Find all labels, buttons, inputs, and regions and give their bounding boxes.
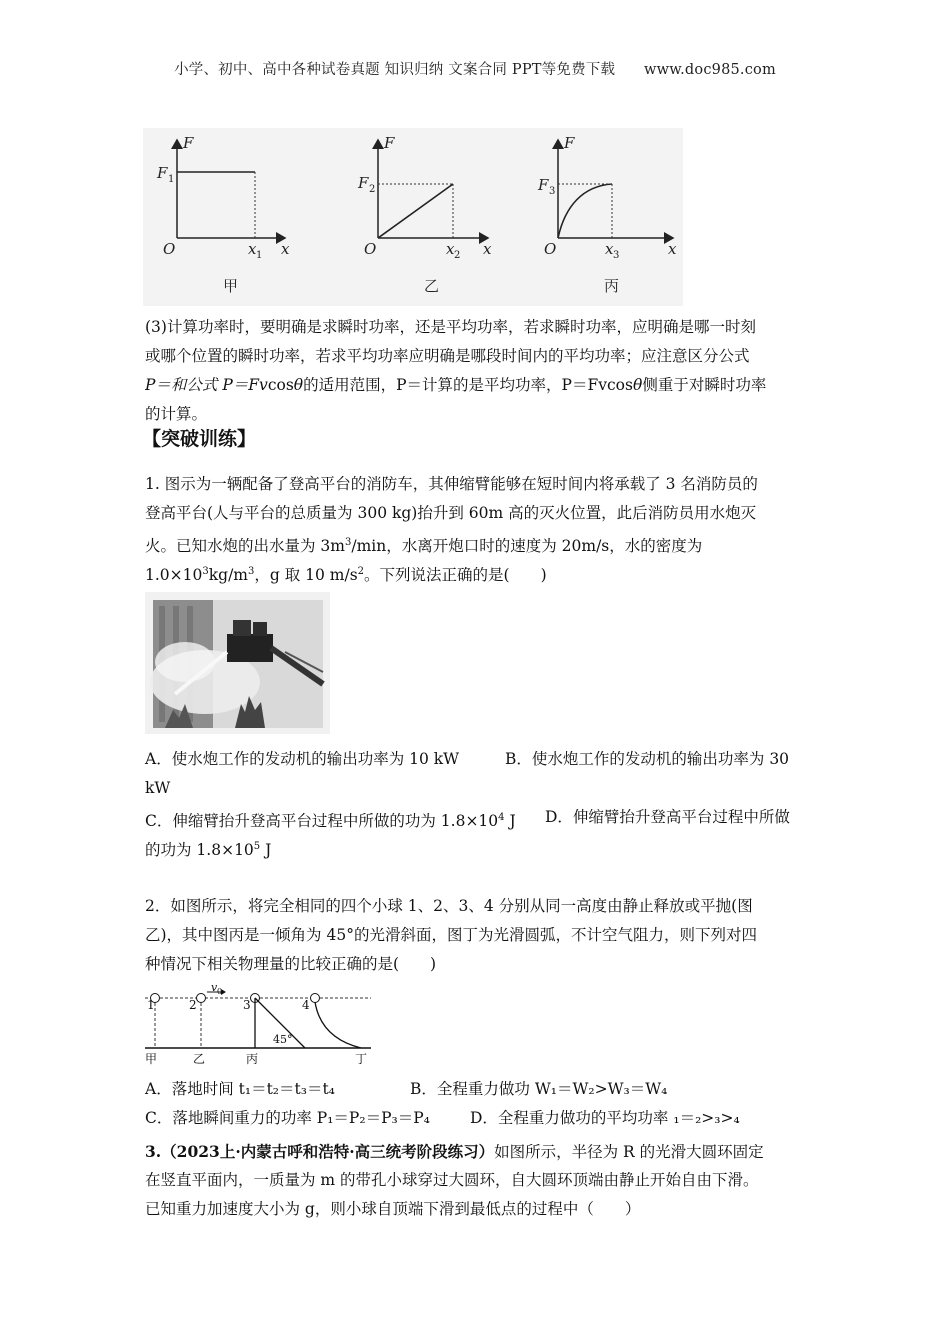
- fire-truck-photo: [145, 592, 330, 734]
- g1-f-sub: 1: [168, 174, 175, 185]
- q2-line-2: 乙)，其中图丙是一倾角为 45°的光滑斜面，图丁为光滑圆弧，不计空气阻力，则下列对四: [145, 926, 757, 944]
- note-3-line-1: (3)计算功率时，要明确是求瞬时功率，还是平均功率，若求瞬时功率，应明确是哪一时刻: [145, 318, 756, 336]
- q1-option-b[interactable]: B．使水炮工作的发动机的输出功率为 30: [505, 750, 790, 768]
- g3-f-label: F: [538, 176, 549, 194]
- q2-option-c[interactable]: C．落地瞬间重力的功率 P₁＝P₂＝P₃＝P₄: [145, 1109, 430, 1127]
- q2-option-a[interactable]: A．落地时间 t₁＝t₂＝t₃＝t₄: [145, 1080, 335, 1098]
- header-url[interactable]: www.doc985.com: [643, 62, 776, 78]
- q1-optD2b: J: [260, 841, 272, 860]
- q2-cap-1: 甲: [145, 1052, 158, 1066]
- question-2-stem: [145, 892, 810, 979]
- g2-caption: 乙: [424, 277, 440, 295]
- q3-line-2: 在竖直平面内，一质量为 m 的带孔小球穿过大圆环，自大圆环顶端由静止开始自由下滑。: [145, 1171, 759, 1189]
- g3-x-label: x: [605, 240, 614, 258]
- g1-x-sub: 1: [256, 250, 263, 261]
- q1-l4sup2: 3: [247, 566, 255, 577]
- question-1-stem: [145, 470, 810, 586]
- q1-option-d[interactable]: D．伸缩臂抬升登高平台过程中所做: [545, 808, 790, 826]
- g1-axis-f: F: [183, 134, 194, 152]
- q2-option-b[interactable]: B．全程重力做功 W₁＝W₂>W₃＝W₄: [410, 1080, 668, 1098]
- g2-axis-x: x: [483, 240, 492, 258]
- q1-l4a: 1.0×10: [145, 566, 203, 585]
- graphs-svg: [143, 128, 683, 306]
- g3-f-sub: 3: [549, 186, 556, 197]
- q1-l3sup: 3: [345, 537, 352, 548]
- graph-yi: [357, 134, 492, 295]
- q2-cap-2: 乙: [193, 1052, 206, 1066]
- q2-cap-3: 丙: [246, 1052, 259, 1066]
- g2-origin: O: [364, 240, 377, 258]
- section-title: 【突破训练】: [142, 428, 257, 450]
- q1-optCa: C．伸缩臂抬升登高平台过程中所做的功为 1.8×10: [145, 812, 499, 831]
- g1-f-label: F: [157, 164, 168, 182]
- q1-optCb: J: [504, 812, 516, 831]
- q1-l3b: /min，水离开炮口时的速度为 20m/s，水的密度为: [351, 537, 703, 556]
- note-3-paragraph: [145, 313, 810, 429]
- q2-option-d[interactable]: D．全程重力做功的平均功率 ₁＝₂>₃>₄: [470, 1109, 740, 1127]
- g2-f-sub: 2: [369, 184, 376, 195]
- q1-l4sup3: 2: [357, 566, 365, 577]
- g1-x-label: x: [248, 240, 257, 258]
- q1-option-a[interactable]: A．使水炮工作的发动机的输出功率为 10 kW: [145, 750, 460, 768]
- q2-ball-3: 3: [243, 998, 251, 1012]
- q1-optCsup: 4: [498, 812, 505, 823]
- question-3-stem: [145, 1137, 810, 1224]
- q3-source: 3.（2023上·内蒙古呼和浩特·高三统考阶段练习）: [145, 1142, 495, 1161]
- note-3-line-2: 或哪个位置的瞬时功率，若求平均功率应明确是哪段时间内的平均功率；应注意区分公式: [145, 347, 750, 365]
- q1-line-1: 1. 图示为一辆配备了登高平台的消防车，其伸缩臂能够在短时间内将承载了 3 名消防员的: [145, 475, 758, 493]
- q1-line-4: [145, 557, 810, 586]
- q1-l4d: 。下列说法正确的是( ): [364, 566, 547, 585]
- q3-line-3: 已知重力加速度大小为 g，则小球自顶端下滑到最低点的过程中（ ）: [145, 1200, 641, 1218]
- note-3-l3a: P＝和公式 P＝Fv: [145, 376, 268, 394]
- q2-line-3: 种情况下相关物理量的比较正确的是( ): [145, 955, 437, 973]
- q2-v0-sub: 0: [217, 987, 223, 996]
- q2-v0: v: [211, 982, 218, 994]
- note-3-l3d: 的适用范围，P＝计算的是平均功率，P＝Fv: [303, 376, 607, 394]
- q1-l4sup1: 3: [202, 566, 209, 577]
- q1-l4b: kg/m: [208, 566, 248, 585]
- graph-bing: [537, 134, 677, 295]
- g3-origin: O: [544, 240, 557, 258]
- note-3-l3f: θ: [632, 376, 643, 394]
- q1-l3a: 火。已知水炮的出水量为 3m: [145, 537, 345, 556]
- g2-f-label: F: [358, 174, 369, 192]
- q2-figure: [143, 982, 373, 1067]
- q1-option-b-cont: kW: [145, 779, 171, 797]
- q2-line-1: 2．如图所示，将完全相同的四个小球 1、2、3、4 分别从同一高度由静止释放或平抛(图: [145, 897, 753, 915]
- force-displacement-graphs: [143, 128, 683, 306]
- q3-l1: 如图所示，半径为 R 的光滑大圆环固定: [494, 1143, 764, 1161]
- g2-axis-f: F: [384, 134, 395, 152]
- note-3-l3e: cos: [607, 376, 633, 394]
- q1-line-2: 登高平台(人与平台的总质量为 300 kg)抬升到 60m 高的灭火位置，此后消防员用水炮灭: [145, 504, 757, 522]
- q1-l4c: ，g 取 10 m/s: [254, 566, 358, 585]
- q1-optD2a: 的功为 1.8×10: [145, 841, 254, 860]
- g2-x-label: x: [446, 240, 455, 258]
- note-3-line-3: [145, 371, 810, 400]
- graph-jia: [156, 134, 290, 295]
- q2-cap-4: 丁: [355, 1052, 368, 1066]
- note-3-line-4: 的计算。: [145, 405, 208, 423]
- note-3-l3g: 侧重于对瞬时功率: [642, 376, 767, 394]
- g2-x-sub: 2: [454, 250, 461, 261]
- q1-option-d-cont: [145, 832, 271, 865]
- g3-x-sub: 3: [613, 250, 620, 261]
- g1-origin: O: [163, 240, 176, 258]
- g3-caption: 丙: [604, 277, 620, 295]
- g3-axis-f: F: [564, 134, 575, 152]
- fire-truck-illustration: [145, 592, 330, 734]
- q2-ball-1: 1: [147, 998, 155, 1012]
- header-site-text: 小学、初中、高中各种试卷真题 知识归纳 文案合同 PPT等免费下载: [174, 62, 616, 78]
- note-3-l3b: cos: [267, 376, 294, 394]
- page-header: [0, 58, 950, 79]
- q2-ball-4: 4: [302, 998, 310, 1012]
- q3-line-1: [145, 1137, 810, 1166]
- g1-caption: 甲: [223, 277, 239, 295]
- g1-axis-x: x: [281, 240, 290, 258]
- note-3-l3c: θ: [293, 376, 304, 394]
- g3-axis-x: x: [668, 240, 677, 258]
- q2-angle: 45°: [273, 1033, 293, 1046]
- q2-ball-2: 2: [189, 998, 197, 1012]
- q1-optD2sup: 5: [253, 841, 261, 852]
- q2-figure-svg: [143, 982, 373, 1067]
- q1-line-3: [145, 528, 810, 557]
